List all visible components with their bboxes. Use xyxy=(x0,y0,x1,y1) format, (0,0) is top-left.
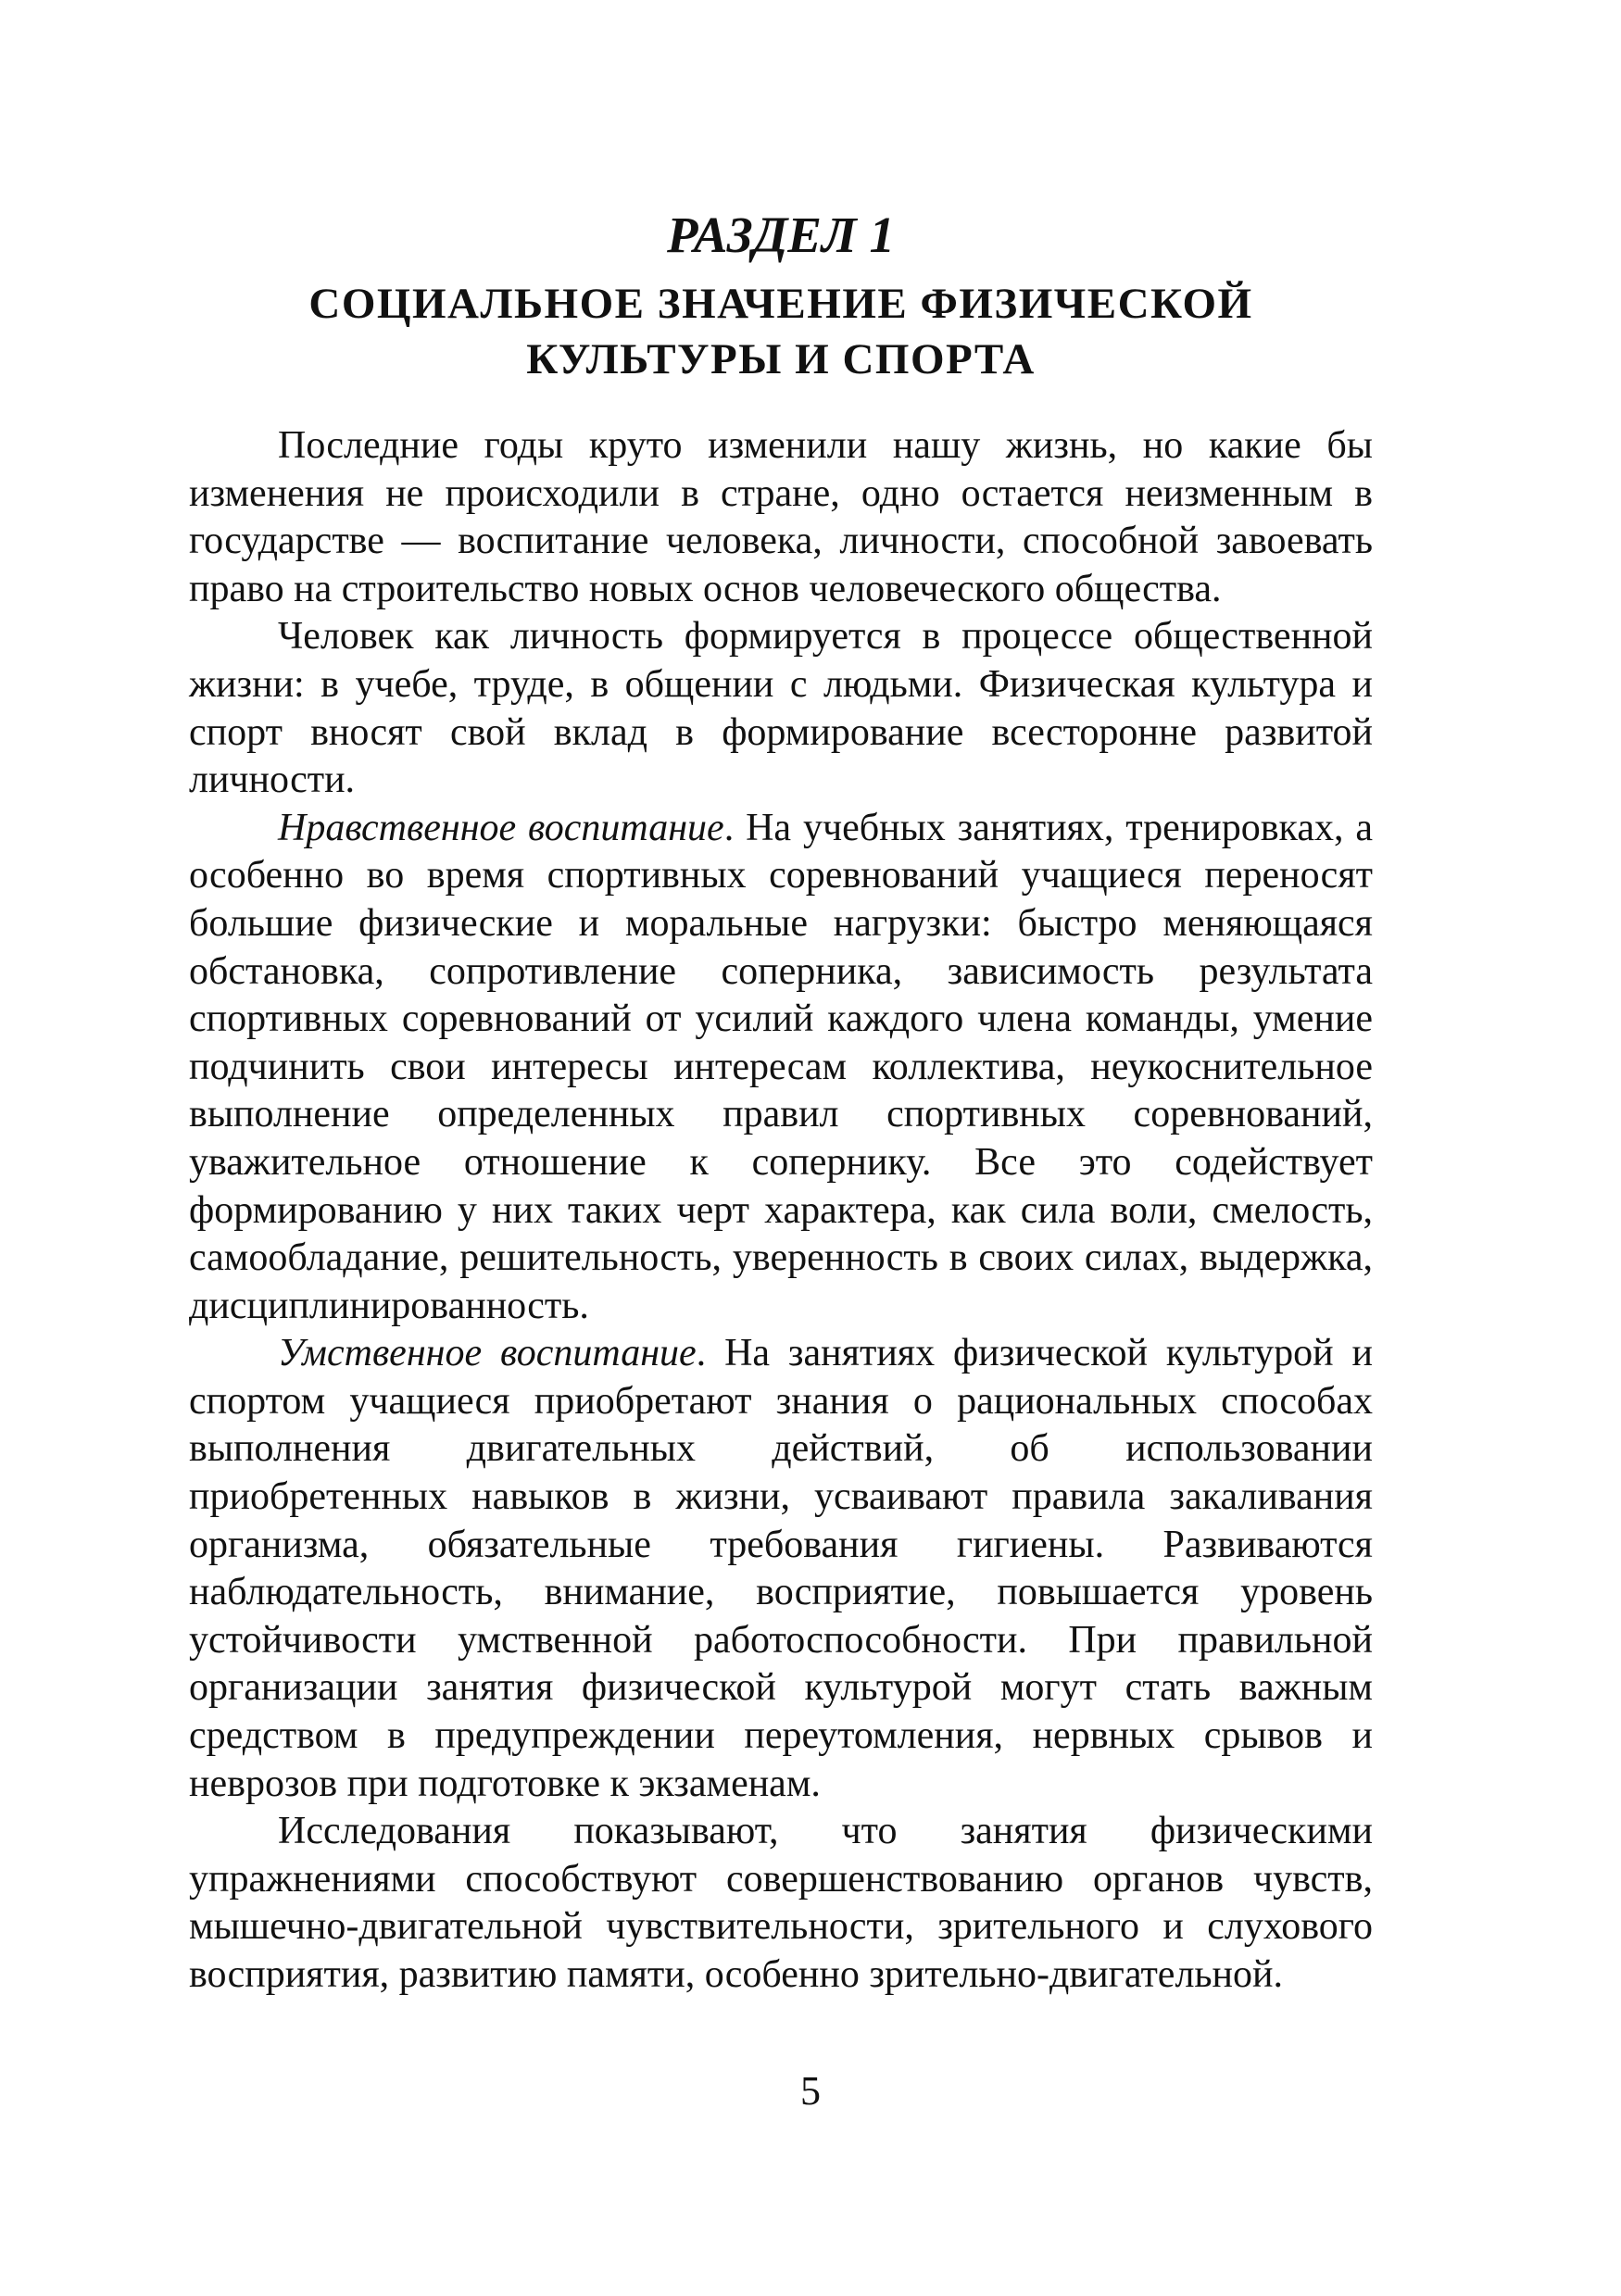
paragraph-text: Последние годы круто изменили нашу жизнь, но какие бы изменения не происходили в стране, одно остается неизменным в государстве — воспитание человека, личности, способной завоевать право на строительство новых основ человеческого общества. xyxy=(189,424,1373,610)
section-title-line-1: СОЦИАЛЬНОЕ ЗНАЧЕНИЕ ФИЗИЧЕСКОЙ xyxy=(308,280,1253,328)
section-title-line-2: КУЛЬТУРЫ И СПОРТА xyxy=(526,335,1036,383)
paragraph-intro xyxy=(189,422,1373,613)
paragraph-text: . На учебных занятиях, тренировках, а особенно во время спортивных соревнований учащиеся переносят большие физические и моральные нагрузки: быстро меняющаяся обстановка, сопротивление соперника, зависимость результата спортивных соревнований от усилий каждого члена команды, умение подчинить свои интересы интересам коллектива, неукоснительное выполнение определенных правил спортивных соревнований, уважительное отношение к сопернику. Все это содействует формированию у них таких черт характера, как сила воли, смелость, самообладание, решительность, уверенность в своих силах, выдержка, дисциплинированность. xyxy=(189,806,1373,1327)
section-label: РАЗДЕЛ 1 xyxy=(667,207,895,263)
paragraph-text: Исследования показывают, что занятия физическими упражнениями способствуют совершенствованию органов чувств, мышечно-двигательной чувствительности, зрительного и слухового восприятия, развитию памяти, особенно зрительно-двигательной. xyxy=(189,1810,1373,1996)
page-content xyxy=(189,206,1373,2000)
page-number: 5 xyxy=(800,2068,821,2114)
paragraph-text: . На занятиях физической культурой и спортом учащиеся приобретают знания о рациональных способах выполнения двигательных действий, об использовании приобретенных навыков в жизни, усваивают правила закаливания организма, обязательные требования гигиены. Развиваются наблюдательность, внимание, восприятие, повышается уровень устойчивости умственной работоспособности. При правильной организации занятия физической культурой могут стать важным средством в предупреждении переутомления, нервных срывов и неврозов при подготовке к экзаменам. xyxy=(189,1332,1373,1805)
body-text xyxy=(189,422,1373,2000)
paragraph-text: Человек как личность формируется в процессе общественной жизни: в учебе, труде, в общении с людьми. Физическая культура и спорт вносят свой вклад в формирование всесторонне развитой личности. xyxy=(189,615,1373,802)
paragraph-research xyxy=(189,1808,1373,1999)
paragraph-personality xyxy=(189,613,1373,804)
paragraph-lead-term: Умственное воспитание xyxy=(278,1332,697,1375)
section-title xyxy=(189,276,1373,387)
paragraph-mental-education xyxy=(189,1330,1373,1808)
paragraph-lead-term: Нравственное воспитание xyxy=(278,806,724,849)
paragraph-moral-education xyxy=(189,805,1373,1331)
